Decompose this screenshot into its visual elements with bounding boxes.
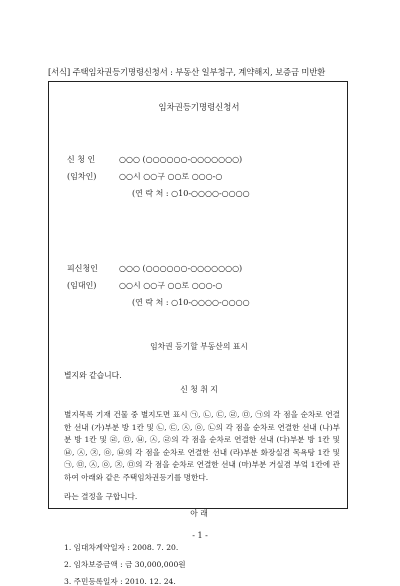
item-contract-date: 1. 임대차계약일자 : 2008. 7. 20. [64,543,179,552]
page-number: - 1 - [192,531,208,540]
respondent-contact: (연 락 처 : ○10-○○○○-○○○○ [132,298,250,307]
document-title: 임차권등기명령신청서 [158,102,240,112]
property-description: 별지와 같습니다. [64,371,122,380]
closing-text: 라는 결정을 구합니다. [64,492,138,501]
respondent-role: (임대인) [67,281,97,290]
respondent-name: ○○○ (○○○○○○-○○○○○○○) [119,264,243,273]
item-registration-date: 3. 주민등록일자 : 2010. 12. 24. [64,577,176,586]
purpose-body: 별지목록 기재 건물 중 별지도면 표시 ㉠, ㉡, ㉢, ㉣, ㉤, ㉠의 각 점을 순차로 연결한 선내 (가)부분 방 1칸 및 ㉡, ㉢, ㉦, ㉧, ㉡의 각 점을 순차로 연결한 선내 (나)부분 방 1칸 및 ㉣, ㉤, ㉥, ㉦, ㉣의 각 점을 순차로 연결한 선내 (다)부분 방 1칸 및 ㉥, ㉦, ㉨, ㉧, ㉥의 각 점을 순차로 연결한 선내 (라)부분 화장실겸 목욕탕 1칸 및 ㉠, ㉤, ㉦, ㉧, ㉨, ㉤의 각 점을 순차로 연결한 선내 (마)부분 거실겸 부엌 1칸에 관하여 아래와 같은 주택임차권등기를 명한다. [64,410,340,482]
item-deposit-amount: 2. 임차보증금액 : 금 30,000,000원 [64,560,186,569]
document-frame [48,81,348,586]
purpose-heading: 신 청 취 지 [180,385,218,394]
applicant-contact: (연 락 처 : ○10-○○○○-○○○○ [132,189,250,198]
property-heading: 임차권 등기할 부동산의 표시 [150,342,248,351]
applicant-name: ○○○ (○○○○○○-○○○○○○○) [119,155,243,164]
respondent-address: ○○시 ○○구 ○○로 ○○○-○ [119,281,223,290]
form-caption: [서식] 주택임차권등기명령신청서 : 부동산 일부청구, 계약해지, 보증금 미반환 [48,67,326,77]
respondent-label: 피신청인 [67,264,98,273]
below-heading: 아 래 [190,509,208,518]
applicant-role: (임차인) [67,172,97,181]
applicant-label: 신 청 인 [67,155,96,164]
applicant-address: ○○시 ○○구 ○○로 ○○○-○ [119,172,223,181]
